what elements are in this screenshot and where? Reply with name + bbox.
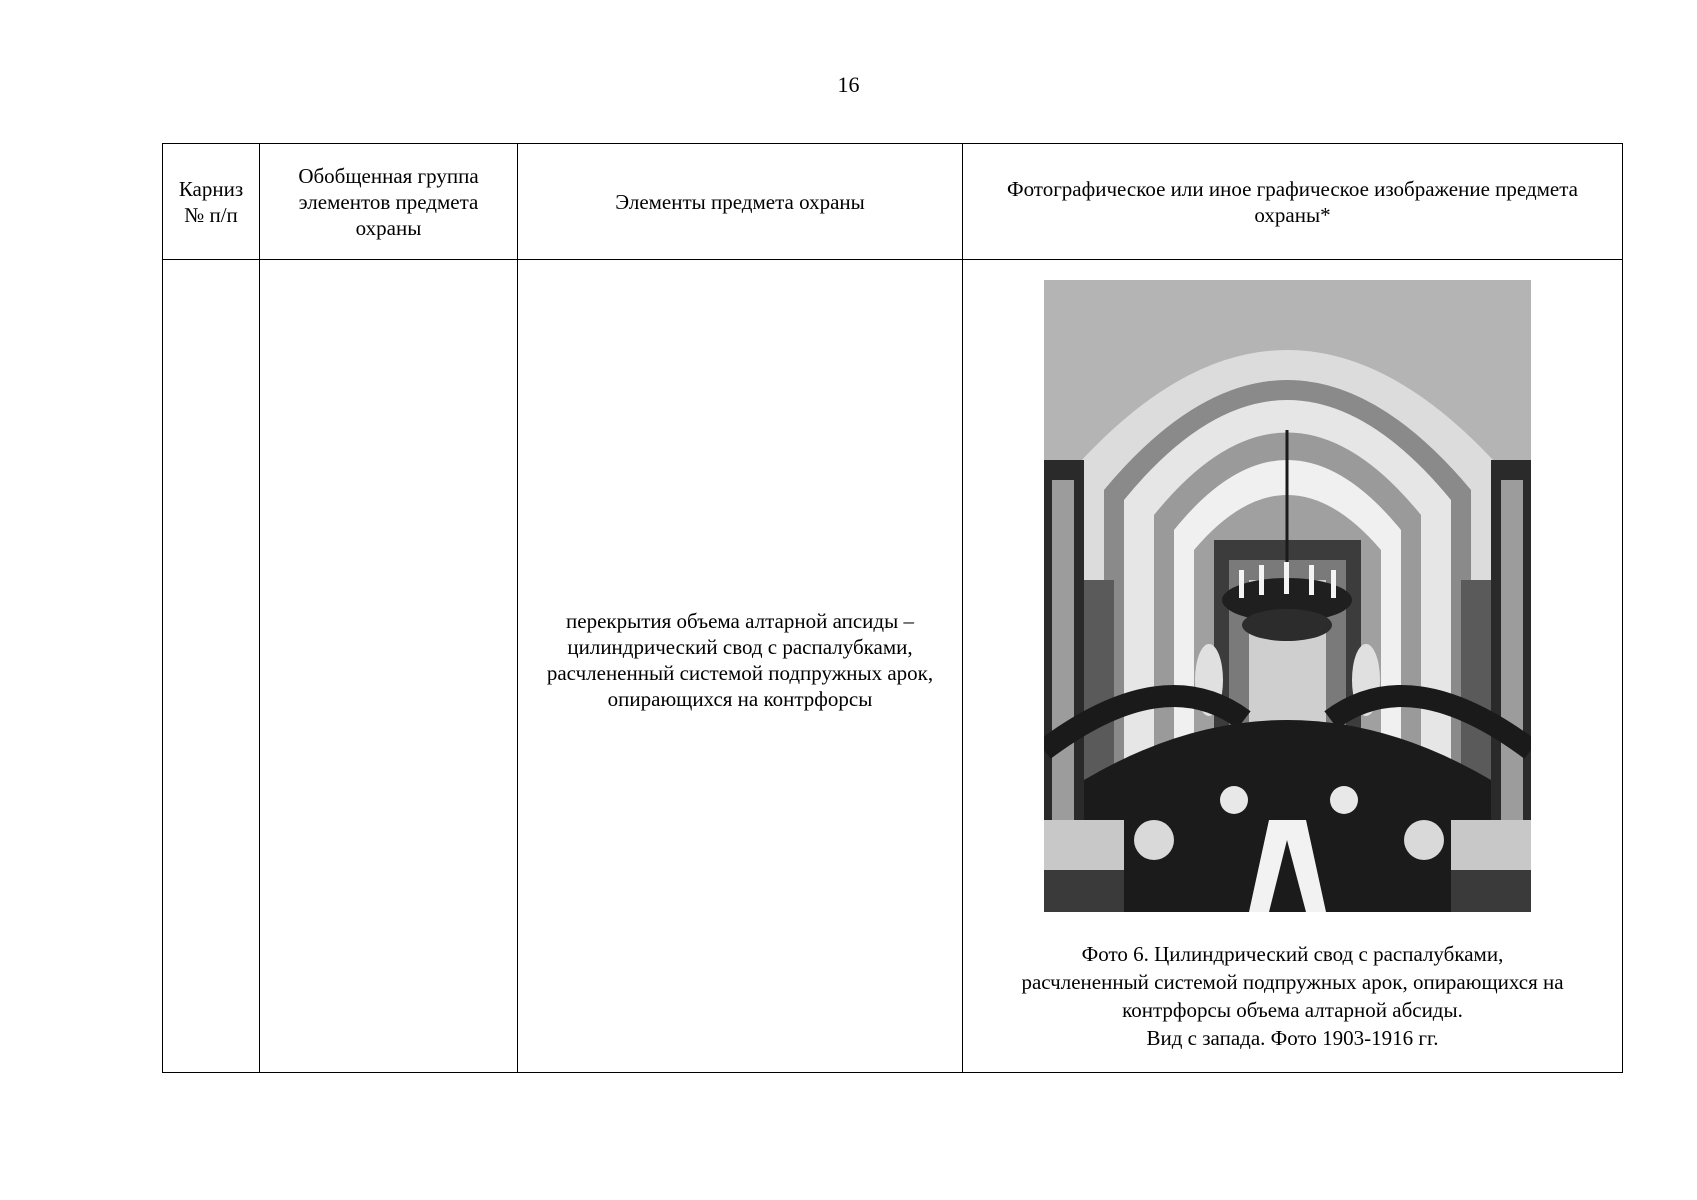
church-interior-photo (1044, 280, 1531, 912)
page-number: 16 (837, 72, 860, 97)
cell-number (163, 260, 260, 1073)
photo-caption-line: Фото 6. Цилиндрический свод с распалубками, (1081, 942, 1504, 966)
table-row (163, 260, 1623, 1073)
photo-caption-line: расчлененный системой подпружных арок, опирающихся на (1021, 970, 1564, 994)
photo-caption-line: Вид с запада. Фото 1903-1916 гг. (1146, 1026, 1439, 1050)
cell-group (260, 260, 518, 1073)
header-number-text: Карниз № п/п (178, 176, 244, 227)
header-number (163, 144, 260, 260)
cell-element (518, 260, 963, 1073)
header-elements (518, 144, 963, 260)
header-group (260, 144, 518, 260)
table-header-row (163, 144, 1623, 260)
photo-caption-line: контрфорсы объема алтарной абсиды. (1122, 998, 1463, 1022)
protection-table (162, 143, 1623, 1073)
cell-photo (963, 260, 1623, 1073)
header-photo-text: Фотографическое или иное графическое изображение предмета охраны* (1006, 176, 1578, 227)
photo-caption (963, 940, 1622, 1052)
header-photo (963, 144, 1623, 260)
header-elements-text: Элементы предмета охраны (615, 189, 865, 214)
header-group-text: Обобщенная группа элементов предмета охраны (298, 163, 479, 240)
element-description: перекрытия объема алтарной апсиды – цилиндрический свод с распалубками, расчлененный системой подпружных арок, опирающихся на контрфорсы (546, 609, 934, 711)
